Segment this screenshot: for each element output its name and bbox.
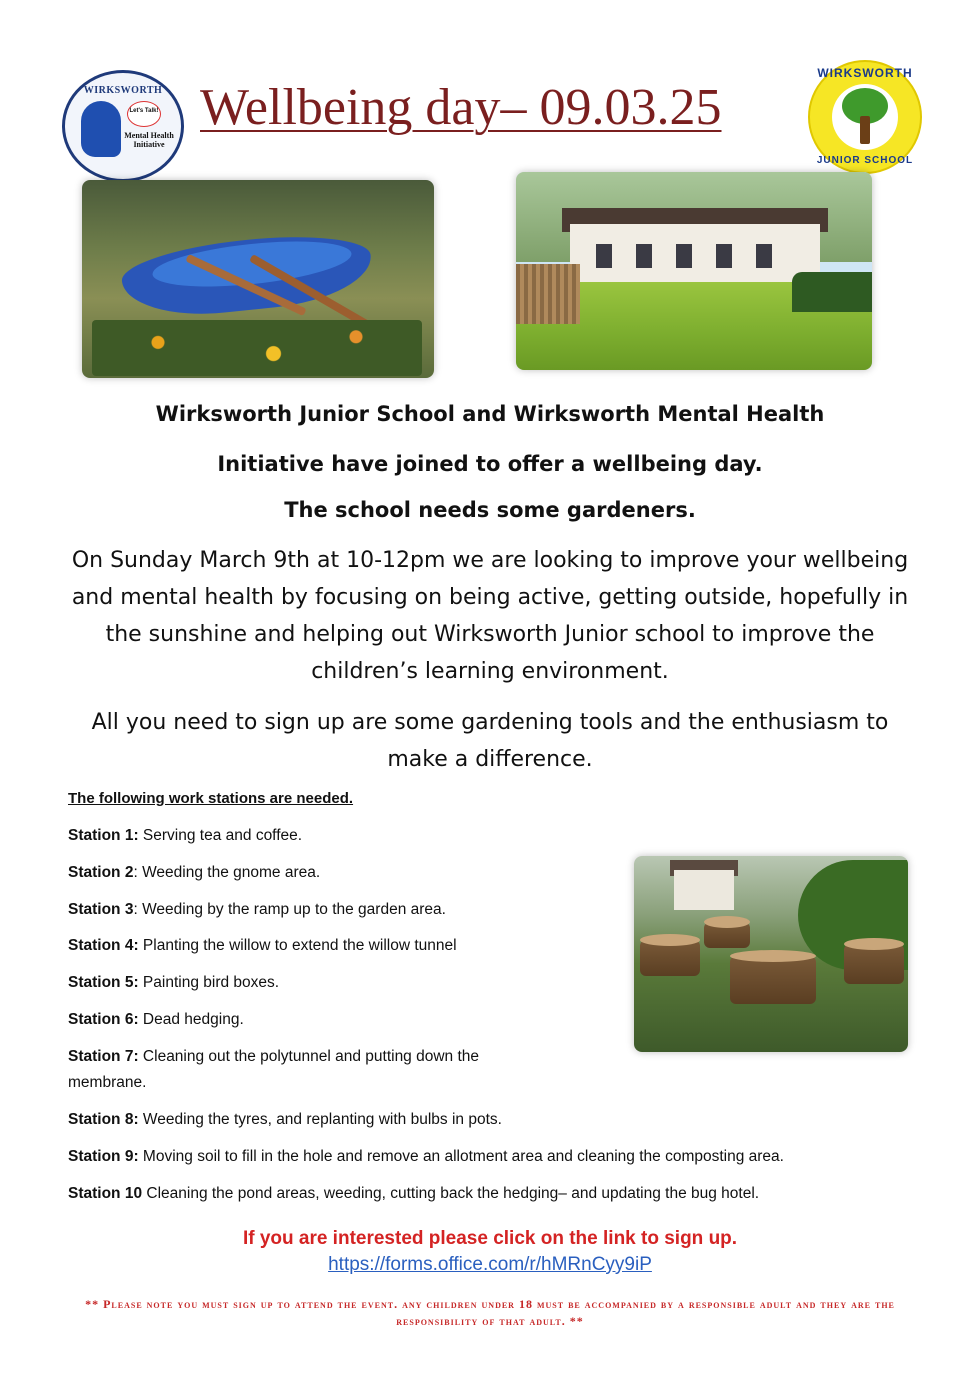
intro-line-1: Wirksworth Junior School and Wirksworth Mental Health xyxy=(155,402,825,426)
hedge xyxy=(792,272,872,312)
intro-line-3: The school needs some gardeners. xyxy=(284,498,696,522)
school-window xyxy=(676,244,692,268)
logo-left-caption: Mental Health Initiative xyxy=(124,131,174,149)
station-label: Station 7: xyxy=(68,1048,139,1065)
station-text: Painting bird boxes. xyxy=(138,974,280,991)
intro-line-2: Initiative have joined to offer a wellbeing day. xyxy=(217,452,763,476)
station-label: Station 5: xyxy=(68,974,139,991)
logo-right-bottom-text: JUNIOR SCHOOL xyxy=(816,155,914,166)
station-item xyxy=(68,1181,948,1207)
body-paragraph-2: All you need to sign up are some gardening tools and the enthusiasm to make a difference. xyxy=(91,710,889,772)
tree-stump xyxy=(640,940,700,976)
flower-bed xyxy=(92,320,422,376)
tree-stumps-photo xyxy=(634,856,908,1052)
boat-garden-photo xyxy=(82,180,434,378)
station-label: Station 3 xyxy=(68,901,134,918)
tree-trunk xyxy=(860,116,870,144)
logo-right-top-text: WIRKSWORTH xyxy=(817,66,913,80)
station-label: Station 1: xyxy=(68,827,139,844)
school-window xyxy=(636,244,652,268)
station-item xyxy=(68,1007,608,1033)
house xyxy=(674,870,734,910)
station-label: Station 8: xyxy=(68,1111,139,1128)
tree-stump xyxy=(704,922,750,948)
station-label: Station 2 xyxy=(68,864,134,881)
page-title: Wellbeing day– 09.03.25 xyxy=(200,79,722,136)
logo-left-top-text: WIRKSWORTH xyxy=(83,85,163,96)
attendance-note: ** Please note you must sign up to attend the event. any children under 18 must be accompanied by a responsible adult and they are the responsibility of that adult. ** xyxy=(85,1297,895,1328)
station-label: Station 10 xyxy=(68,1185,143,1202)
station-text: Cleaning out the polytunnel and putting down the membrane. xyxy=(68,1048,480,1091)
school-window xyxy=(596,244,612,268)
station-text: : Weeding by the ramp up to the garden area. xyxy=(133,901,446,918)
station-item xyxy=(68,823,608,849)
body-paragraph-1: On Sunday March 9th at 10-12pm we are looking to improve your wellbeing and mental health by focusing on being active, getting outside, hopefully in the sunshine and helping out Wirksworth Junior school to improve the children’s learning environment. xyxy=(71,548,909,684)
station-item xyxy=(68,933,608,959)
station-text: Weeding the tyres, and replanting with bulbs in pots. xyxy=(138,1111,502,1128)
school-window xyxy=(716,244,732,268)
station-item xyxy=(68,860,608,886)
tree-stump xyxy=(844,944,904,984)
stations-heading: The following work stations are needed. xyxy=(68,790,354,807)
junior-school-logo xyxy=(808,60,922,174)
station-text: Serving tea and coffee. xyxy=(138,827,303,844)
station-text: : Weeding the gnome area. xyxy=(133,864,321,881)
station-label: Station 9: xyxy=(68,1148,139,1165)
head-silhouette-icon xyxy=(81,101,121,157)
mental-health-initiative-logo xyxy=(62,70,184,182)
signup-call-to-action: If you are interested please click on the link to sign up. xyxy=(242,1228,738,1249)
station-item xyxy=(68,1107,928,1133)
station-item xyxy=(68,1144,948,1170)
fence xyxy=(516,264,580,324)
station-item xyxy=(68,1044,558,1096)
station-label: Station 4: xyxy=(68,937,139,954)
station-text: Cleaning the pond areas, weeding, cutting back the hedging– and updating the bug hotel. xyxy=(142,1185,760,1202)
station-label: Station 6: xyxy=(68,1011,139,1028)
signup-link[interactable]: https://forms.office.com/r/hMRnCyy9iP xyxy=(328,1254,652,1275)
station-text: Dead hedging. xyxy=(138,1011,244,1028)
tree-stump xyxy=(730,956,816,1004)
station-text: Planting the willow to extend the willow tunnel xyxy=(138,937,457,954)
school-window xyxy=(756,244,772,268)
station-text: Moving soil to fill in the hole and remove an allotment area and cleaning the composting area. xyxy=(138,1148,784,1165)
speech-bubble: Let's Talk! xyxy=(127,101,161,127)
station-item xyxy=(68,970,608,996)
station-item xyxy=(68,897,608,923)
school-building-photo xyxy=(516,172,872,370)
